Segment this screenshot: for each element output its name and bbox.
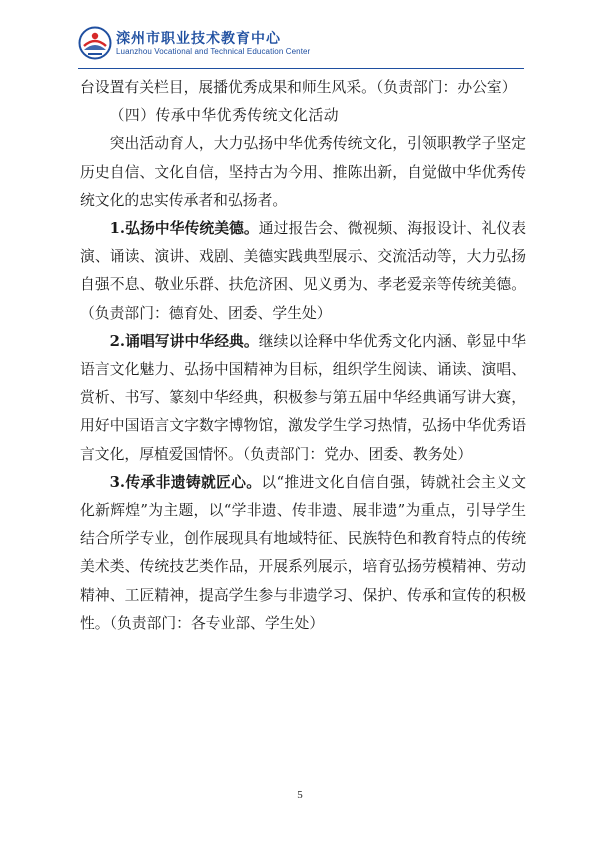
item-text: 通过报告会、微视频、海报设计、礼仪表演、诵读、演讲、戏剧、美德实践典型展示、交流活动等，大力弘扬自强不息、敬业乐群、扶危济困、见义勇为、孝老爱亲等传统美德。（负责部门：德育处、团委、学生处） xyxy=(80,220,526,322)
document-header xyxy=(78,22,538,68)
school-logo-icon xyxy=(78,26,112,60)
paragraph-intro xyxy=(80,130,526,215)
paragraph-text: 台设置有关栏目，展播优秀成果和师生风采。（负责部门：办公室） xyxy=(80,79,517,96)
list-item-2 xyxy=(80,328,526,469)
org-name-cn: 滦州市职业技术教育中心 xyxy=(116,31,281,47)
org-name-en: Luanzhou Vocational and Technical Education Center xyxy=(116,47,311,56)
list-item-1 xyxy=(80,215,526,328)
item-lead: 2.诵唱写讲中华经典。 xyxy=(109,332,259,350)
document-body xyxy=(80,74,526,638)
section-heading-text: （四）传承中华优秀传统文化活动 xyxy=(109,107,340,125)
section-heading xyxy=(80,102,526,130)
list-item-3 xyxy=(80,469,526,638)
item-text: 以“推进文化自信自强，铸就社会主义文化新辉煌”为主题，以“学非遗、传非遗、展非遗”为重点，引导学生结合所学专业，创作展现具有地域特征、民族特色和教育特点的传统美术类、传统技艺类作品，开展系列展示，培育弘扬劳模精神、劳动精神、工匠精神，提高学生参与非遗学习、保护、传承和宣传的积极性。（负责部门：各专业部、学生处） xyxy=(80,473,526,632)
item-lead: 1.弘扬中华传统美德。 xyxy=(109,220,259,238)
header-divider xyxy=(78,68,524,69)
item-text: 继续以诠释中华优秀文化内涵、彰显中华语言文化魅力、弘扬中国精神为目标，组织学生阅读、诵读、演唱、赏析、书写、篆刻中华经典，积极参与第五届中华经典诵写讲大赛，用好中国语言文字数字博物馆，激发学生学习热情，弘扬中华优秀语言文化，厚植爱国情怀。（负责部门：党办、团委、教务处） xyxy=(80,332,526,463)
paragraph-continuation xyxy=(80,74,526,102)
paragraph-text: 突出活动育人，大力弘扬中华优秀传统文化，引领职教学子坚定历史自信、文化自信，坚持古为今用、推陈出新，自觉做中华优秀传统文化的忠实传承者和弘扬者。 xyxy=(80,135,526,209)
item-lead: 3.传承非遗铸就匠心。 xyxy=(109,473,262,491)
page-number: 5 xyxy=(297,789,303,801)
